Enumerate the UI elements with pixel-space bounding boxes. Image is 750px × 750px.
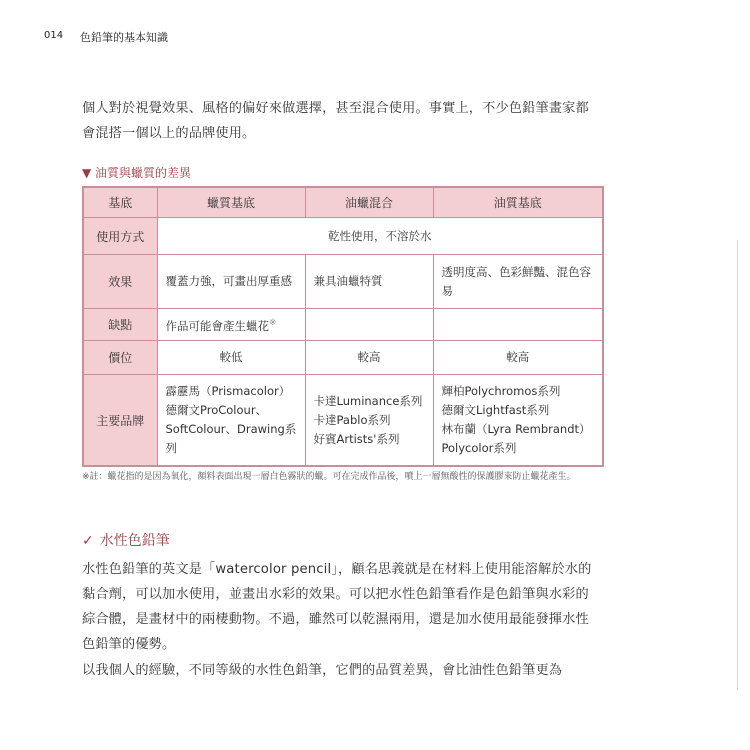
usage-cell: 乾性使用，不溶於水 — [157, 218, 603, 255]
row-label-weakness: 缺點 — [83, 309, 157, 341]
brand-line: 卡達Pablo系列 — [313, 412, 391, 427]
comparison-table — [82, 186, 604, 467]
column-header-base: 基底 — [83, 187, 157, 218]
table-row-usage — [83, 218, 603, 255]
intro-paragraph: 個人對於視覺效果、風格的偏好來做選擇，甚至混合使用。事實上，不少色鉛筆畫家都會混搭一個以上的品牌使用。 — [82, 101, 589, 141]
price-oil-cell: 較高 — [433, 341, 603, 375]
row-label-brands: 主要品牌 — [83, 375, 157, 467]
table-caption: ▼ 油質與蠟質的差異 — [82, 166, 192, 180]
brand-line: SoftColour、Drawing系 — [165, 422, 297, 436]
brand-line: 德爾文ProColour、 — [165, 403, 268, 417]
table-footnote — [82, 470, 602, 484]
brands-wax-cell — [157, 375, 305, 467]
column-header-mix: 油蠟混合 — [305, 187, 433, 218]
column-header-wax: 蠟質基底 — [157, 187, 305, 218]
footnote-text: ※註：蠟花指的是因為氧化，顏料表面出現一層白色霧狀的蠟。可在完成作品後，噴上一層無酸性的保護膠來防止蠟花產生。 — [82, 472, 576, 482]
brand-line: 輝柏Polychromos系列 — [441, 384, 561, 398]
running-title: 色鉛筆的基本知識 — [80, 31, 168, 44]
effect-oil-cell: 透明度高、色彩鮮豔、混色容易 — [433, 255, 603, 309]
brands-oil-cell — [433, 375, 603, 467]
check-icon: ✓ — [82, 533, 94, 549]
effect-mix-cell: 兼具油蠟特質 — [305, 255, 433, 309]
weakness-wax-text: 作品可能會產生蠟花 — [165, 318, 269, 333]
table-row-effect — [83, 255, 603, 309]
section-title: 水性色鉛筆 — [99, 533, 170, 549]
row-label-effect: 效果 — [83, 255, 157, 309]
effect-wax-cell: 覆蓋力強，可畫出厚重感 — [157, 255, 305, 309]
table-row-price — [83, 341, 603, 375]
table-header-row — [83, 187, 603, 218]
weakness-wax-cell — [157, 309, 305, 341]
price-mix-cell: 較高 — [305, 341, 433, 375]
table-row-weakness — [83, 309, 603, 341]
brand-line: 林布蘭（Lyra Rembrandt） — [441, 422, 591, 436]
brand-line: 德爾文Lightfast系列 — [441, 403, 550, 417]
weakness-mix-cell — [305, 309, 433, 341]
column-header-oil: 油質基底 — [433, 187, 603, 218]
row-label-price: 價位 — [83, 341, 157, 375]
page-number: 014 — [44, 30, 64, 41]
row-label-usage: 使用方式 — [83, 218, 157, 255]
page-edge-divider — [737, 240, 738, 690]
brand-line: 卡達Luminance系列 — [313, 393, 423, 408]
brand-line: 列 — [165, 441, 177, 455]
table-row-brands — [83, 375, 603, 467]
watercolor-paragraph: 水性色鉛筆的英文是「watercolor pencil」，顧名思義就是在材料上使用能溶解於水的黏合劑，可以加水使用，並畫出水彩的效果。可以把水性色鉛筆看作是色鉛筆與水彩的綜合體，是畫材中的兩棲動物。不過，雖然可以乾濕兩用，還是加水使用最能發揮水性色鉛筆的優勢。 — [82, 562, 592, 652]
brand-line: Polycolor系列 — [441, 441, 517, 455]
brand-line: 好賓Artists'系列 — [313, 431, 400, 446]
brand-line: 霹靂馬（Prismacolor） — [165, 384, 291, 398]
weakness-oil-cell — [433, 309, 603, 341]
price-wax-cell: 較低 — [157, 341, 305, 375]
brands-mix-cell — [305, 375, 433, 467]
footnote-mark: ※ — [269, 317, 277, 328]
experience-paragraph: 以我個人的經驗，不同等級的水性色鉛筆，它們的品質差異，會比油性色鉛筆更為 — [82, 663, 563, 678]
section-heading — [82, 530, 170, 550]
